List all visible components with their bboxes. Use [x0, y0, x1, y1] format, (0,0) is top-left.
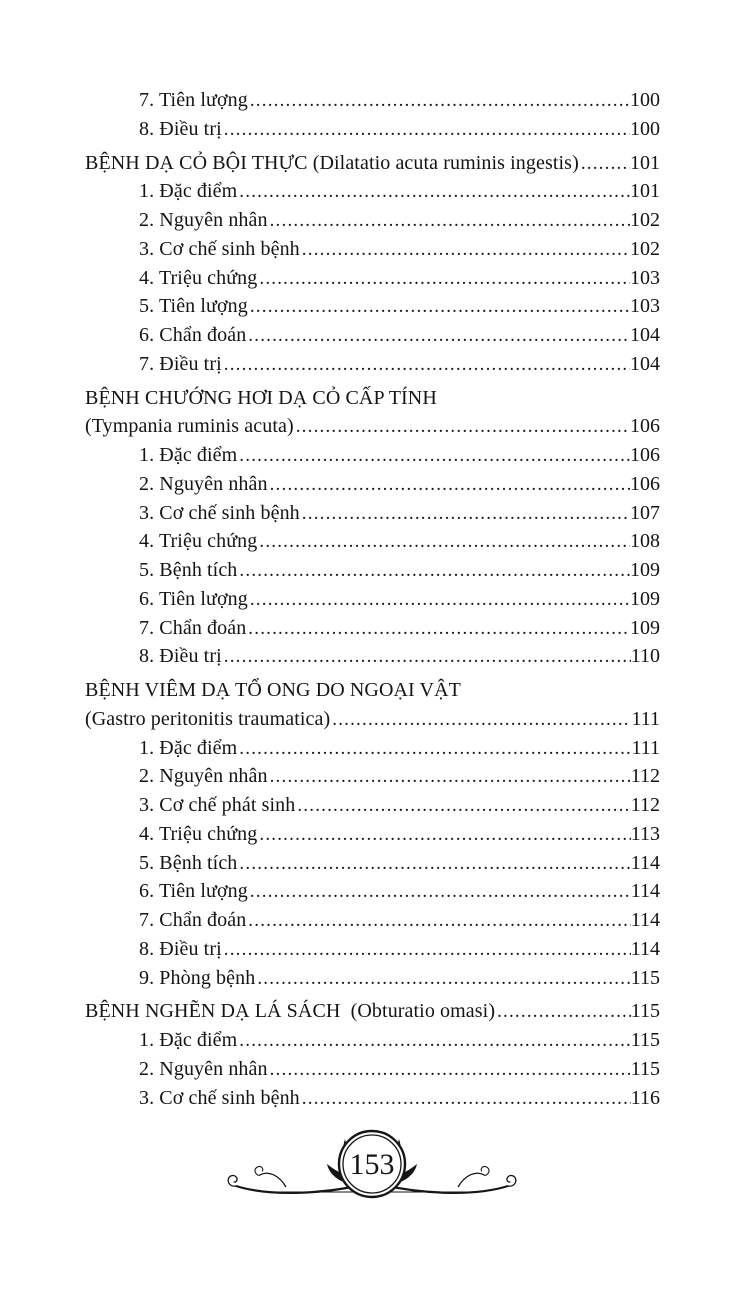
toc-entry-title: 7. Tiên lượng: [139, 89, 248, 111]
toc-entry-page: 107: [630, 501, 660, 524]
toc-entry-title: BỆNH CHƯỚNG HƠI DẠ CỎ CẤP TÍNH: [85, 386, 437, 409]
toc-entry-page: 112: [630, 765, 660, 788]
toc-entry-title: 6. Tiên lượng: [139, 587, 248, 610]
toc-entry-title: BỆNH NGHẼN DẠ LÁ SÁCH (Obturatio omasi): [85, 1000, 496, 1023]
toc-entry: [85, 149, 660, 178]
dot-leader: [270, 470, 630, 500]
toc-entry: [85, 177, 660, 206]
table-of-contents: [85, 86, 660, 1112]
dot-leader: [250, 877, 631, 907]
dot-leader: [257, 964, 630, 994]
toc-entry-title: 1. Đặc điểm: [139, 736, 238, 759]
dot-leader: [248, 614, 630, 644]
dot-leader: [302, 1084, 631, 1114]
page-number: 153: [349, 1148, 395, 1181]
toc-entry: [85, 642, 660, 671]
toc-entry-page: 101: [630, 180, 660, 203]
toc-entry-page: 111: [631, 707, 660, 730]
toc-entry-page: 115: [630, 1000, 660, 1023]
toc-entry-page: 104: [630, 324, 660, 346]
toc-entry-title: 5. Bệnh tích: [139, 851, 238, 874]
toc-entry-title: 6. Chẩn đoán: [139, 324, 247, 346]
toc-entry: [85, 412, 660, 441]
toc-entry-title: 5. Tiên lượng: [139, 295, 248, 318]
toc-entry: [85, 762, 660, 791]
toc-entry: [85, 499, 660, 528]
toc-entry-page: 106: [630, 444, 660, 466]
toc-entry-page: 102: [630, 237, 660, 260]
ornament-flourish-graphic: [226, 1126, 518, 1212]
toc-entry-page: 103: [630, 266, 660, 289]
dot-leader: [239, 441, 630, 471]
dot-leader: [297, 791, 630, 821]
toc-entry-page: 112: [630, 794, 660, 816]
toc-entry-page: 114: [630, 851, 660, 874]
toc-entry: [85, 527, 660, 556]
dot-leader: [259, 527, 630, 557]
dot-leader: [259, 820, 630, 850]
toc-entry-page: 114: [630, 937, 660, 960]
dot-leader: [250, 292, 630, 322]
toc-entry-page: 113: [630, 822, 660, 845]
toc-entry-page: 101: [630, 151, 660, 174]
dot-leader: [239, 734, 631, 764]
toc-entry-page: 116: [630, 1086, 660, 1109]
toc-entry: [85, 585, 660, 614]
toc-entry-page: 100: [630, 117, 660, 140]
toc-entry-page: 115: [630, 1057, 660, 1080]
dot-leader: [248, 906, 630, 936]
dot-leader: [302, 499, 630, 529]
toc-entry-title: 8. Điều trị: [139, 645, 222, 668]
dot-leader: [332, 705, 631, 735]
dot-leader: [224, 935, 631, 965]
toc-entry-page: 103: [630, 295, 660, 318]
toc-entry-page: 114: [630, 909, 660, 931]
toc-entry-page: 115: [630, 966, 660, 989]
toc-entry-title: 3. Cơ chế phát sinh: [139, 794, 296, 816]
dot-leader: [250, 86, 630, 116]
toc-entry-page: 109: [630, 587, 660, 610]
toc-entry: [85, 384, 660, 413]
toc-entry-page: 102: [630, 209, 660, 231]
dot-leader: [581, 149, 630, 179]
toc-entry: [85, 292, 660, 321]
dot-leader: [259, 264, 630, 294]
toc-entry: [85, 441, 660, 470]
dot-leader: [302, 235, 630, 265]
toc-entry-page: 106: [630, 415, 660, 438]
toc-entry: [85, 791, 660, 820]
dot-leader: [239, 556, 630, 586]
dot-leader: [239, 177, 630, 207]
toc-entry-title: 3. Cơ chế sinh bệnh: [139, 237, 300, 260]
toc-entry-title: 7. Chẩn đoán: [139, 909, 247, 931]
page-number-ornament: [226, 1126, 518, 1212]
dot-leader: [224, 350, 630, 380]
toc-entry-title: 4. Triệu chứng: [139, 530, 258, 553]
toc-entry-page: 106: [630, 472, 660, 495]
toc-entry: [85, 997, 660, 1026]
toc-entry: [85, 86, 660, 115]
toc-entry-title: (Tympania ruminis acuta): [85, 415, 294, 438]
toc-entry-page: 111: [631, 736, 660, 759]
dot-leader: [497, 997, 631, 1027]
toc-entry: [85, 935, 660, 964]
toc-entry-title: BỆNH DẠ CỎ BỘI THỰC (Dilatatio acuta ruminis ingestis): [85, 151, 579, 174]
toc-entry-title: 7. Chẩn đoán: [139, 616, 247, 639]
toc-entry-page: 114: [630, 880, 660, 903]
toc-entry-title: 4. Triệu chứng: [139, 822, 258, 845]
dot-leader: [270, 206, 630, 236]
dot-leader: [239, 1026, 630, 1056]
toc-entry: [85, 964, 660, 993]
toc-entry: [85, 1055, 660, 1084]
toc-entry: [85, 614, 660, 643]
toc-entry-title: 7. Điều trị: [139, 352, 222, 375]
dot-leader: [224, 115, 630, 145]
toc-entry-page: 104: [630, 352, 660, 375]
toc-entry: [85, 350, 660, 379]
toc-entry: [85, 206, 660, 235]
toc-entry: [85, 1026, 660, 1055]
toc-entry-title: BỆNH VIÊM DẠ TỔ ONG DO NGOẠI VẬT: [85, 679, 461, 701]
dot-leader: [250, 585, 630, 615]
toc-entry-title: 2. Nguyên nhân: [139, 765, 268, 788]
toc-entry-title: 1. Đặc điểm: [139, 180, 238, 203]
dot-leader: [296, 412, 630, 442]
toc-entry: [85, 470, 660, 499]
toc-entry-page: 110: [630, 645, 660, 668]
toc-entry: [85, 849, 660, 878]
toc-entry: [85, 321, 660, 350]
toc-entry-title: 5. Bệnh tích: [139, 559, 238, 581]
toc-entry-title: 2. Nguyên nhân: [139, 472, 268, 495]
dot-leader: [270, 762, 631, 792]
toc-entry: [85, 264, 660, 293]
toc-entry-title: 3. Cơ chế sinh bệnh: [139, 501, 300, 524]
toc-entry: [85, 906, 660, 935]
toc-entry: [85, 705, 660, 734]
toc-entry-title: 1. Đặc điểm: [139, 444, 238, 466]
toc-entry: [85, 115, 660, 144]
toc-entry: [85, 556, 660, 585]
toc-entry-title: 6. Tiên lượng: [139, 880, 248, 903]
toc-entry-page: 109: [630, 616, 660, 639]
toc-entry-title: 3. Cơ chế sinh bệnh: [139, 1086, 300, 1109]
toc-entry: [85, 235, 660, 264]
toc-entry: [85, 1084, 660, 1113]
toc-entry-title: 4. Triệu chứng: [139, 266, 258, 289]
toc-entry-page: 109: [630, 559, 660, 581]
toc-entry: [85, 676, 660, 705]
dot-leader: [270, 1055, 631, 1085]
toc-entry: [85, 734, 660, 763]
toc-entry-title: 2. Nguyên nhân: [139, 1057, 268, 1080]
toc-entry-title: 8. Điều trị: [139, 117, 222, 140]
dot-leader: [239, 849, 630, 879]
toc-entry: [85, 877, 660, 906]
toc-entry-page: 115: [630, 1029, 660, 1051]
toc-entry-page: 108: [630, 530, 660, 553]
toc-entry-title: 8. Điều trị: [139, 937, 222, 960]
toc-entry-title: 9. Phòng bệnh: [139, 966, 256, 989]
dot-leader: [224, 642, 631, 672]
toc-entry-page: 100: [630, 89, 660, 111]
dot-leader: [248, 321, 630, 351]
toc-entry: [85, 820, 660, 849]
toc-entry-title: 2. Nguyên nhân: [139, 209, 268, 231]
toc-entry-title: 1. Đặc điểm: [139, 1029, 238, 1051]
toc-entry-title: (Gastro peritonitis traumatica): [85, 707, 331, 730]
